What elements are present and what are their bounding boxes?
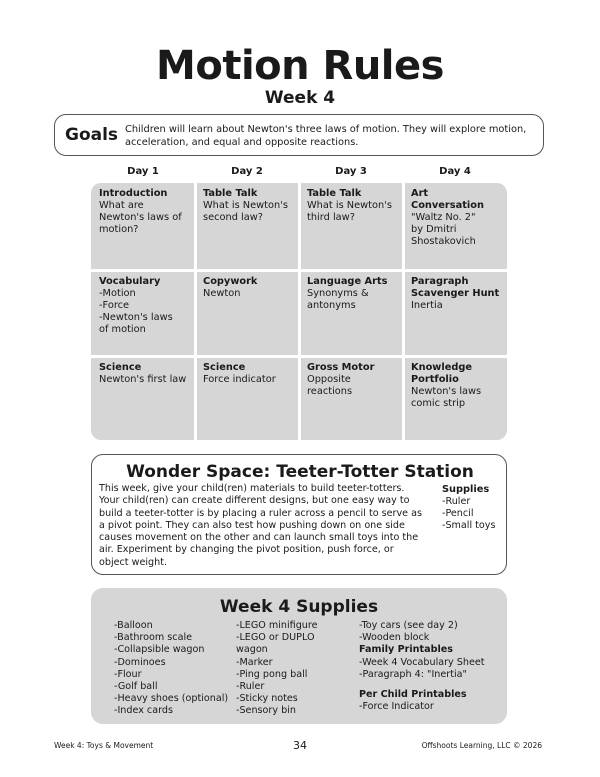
day-header-3: Day 3 — [335, 166, 367, 177]
cell-body: Inertia — [411, 300, 443, 311]
schedule-cell — [195, 183, 299, 269]
list-item: wagon — [236, 644, 268, 656]
list-item: -Pencil — [442, 508, 474, 519]
grid-divider — [91, 269, 507, 272]
schedule-grid — [91, 183, 507, 440]
cell-heading: Copywork — [203, 276, 258, 287]
goals-text: Children will learn about Newton's three laws of motion. They will explore motion, acceleration, and equal and opposite reactions. — [125, 124, 527, 148]
page-number: 34 — [293, 739, 307, 752]
cell-heading: Science — [203, 362, 246, 373]
cell-body: Opposite reactions — [307, 374, 353, 397]
list-item: -LEGO minifigure — [236, 620, 318, 631]
family-printables-heading: Family Printables — [359, 644, 453, 656]
list-item: -Sensory bin — [236, 705, 296, 717]
schedule-cell — [403, 183, 507, 269]
list-item: -Flour — [114, 668, 142, 680]
cell-body: -Motion -Force -Newton's laws of motion — [99, 288, 173, 335]
supplies-column-1 — [114, 620, 228, 718]
list-item: -Balloon — [114, 620, 153, 631]
day-header-1: Day 1 — [127, 166, 159, 177]
schedule-cell — [91, 183, 195, 269]
schedule-cell — [91, 271, 195, 357]
list-item: -Sticky notes — [236, 693, 298, 705]
schedule-cell — [299, 357, 403, 440]
cell-heading: Knowledge Portfolio — [411, 362, 473, 385]
wonder-supplies-heading: Supplies — [442, 484, 490, 495]
week-supplies-title: Week 4 Supplies — [219, 597, 379, 617]
cell-heading: Language Arts — [307, 276, 388, 287]
list-item: -Toy cars (see day 2) — [359, 620, 458, 631]
schedule-cell — [195, 271, 299, 357]
cell-heading: Table Talk — [307, 188, 362, 199]
list-item: -Week 4 Vocabulary Sheet — [359, 656, 485, 668]
page-subtitle: Week 4 — [264, 88, 336, 108]
schedule-cell — [299, 271, 403, 357]
day-header-4: Day 4 — [439, 166, 471, 177]
grid-divider — [91, 355, 507, 358]
cell-heading: Art Conversation — [411, 188, 484, 211]
cell-heading: Paragraph Scavenger Hunt — [411, 276, 500, 299]
cell-heading: Vocabulary — [99, 276, 161, 287]
cell-heading: Introduction — [99, 188, 168, 199]
schedule-cell — [91, 357, 195, 440]
cell-body: Force indicator — [203, 374, 276, 385]
goals-label: Goals — [65, 125, 119, 145]
list-item: -Index cards — [114, 705, 173, 717]
supplies-column-3 — [359, 620, 485, 713]
list-item: -Paragraph 4: "Inertia" — [359, 668, 467, 680]
list-item: -Marker — [236, 656, 273, 668]
wonder-space-text: This week, give your child(ren) materials to build teeter-totters. Your child(ren) can create different designs, but one easy way to build a teeter-totter is by placing a ruler across a pencil to serve as a pivot point. They can also test how pushing down on one side causes movement on the other and can launch small toys into the air. Experiment by changing the pivot position, push force, or object weight. — [99, 483, 422, 568]
schedule-cell — [299, 183, 403, 269]
list-item: -Collapsible wagon — [114, 644, 205, 656]
schedule-cell — [403, 271, 507, 357]
list-item: -Wooden block — [359, 632, 430, 644]
cell-heading: Gross Motor — [307, 362, 375, 373]
cell-body: Newton's first law — [99, 374, 187, 385]
list-item: -Small toys — [442, 520, 496, 531]
cell-heading: Science — [99, 362, 142, 373]
wonder-space-box — [91, 454, 507, 575]
list-item: -Force Indicator — [359, 701, 434, 713]
list-item: -LEGO or DUPLO — [236, 632, 315, 644]
grid-divider — [194, 183, 197, 440]
list-item: -Ping pong ball — [236, 668, 308, 680]
list-item: -Dominoes — [114, 656, 166, 668]
cell-body: What is Newton's second law? — [203, 200, 289, 223]
supplies-column-2 — [236, 620, 318, 718]
cell-heading: Table Talk — [203, 188, 258, 199]
list-item: -Heavy shoes (optional) — [114, 693, 229, 705]
grid-divider — [402, 183, 405, 440]
schedule-cell — [403, 357, 507, 440]
goals-box — [54, 114, 544, 156]
cell-body: Newton's laws comic strip — [411, 386, 482, 409]
wonder-supplies-list — [442, 496, 495, 532]
schedule-cell — [195, 357, 299, 440]
cell-body: "Waltz No. 2" by Dmitri Shostakovich — [411, 212, 476, 247]
per-child-printables-heading: Per Child Printables — [359, 689, 467, 701]
week-supplies-box — [91, 588, 507, 724]
list-item: -Ruler — [442, 496, 471, 507]
list-item: -Golf ball — [114, 681, 158, 693]
list-item: -Ruler — [236, 681, 265, 693]
cell-body: Newton — [203, 288, 241, 299]
cell-body: Synonyms & antonyms — [307, 288, 369, 311]
footer-right: Offshoots Learning, LLC © 2026 — [421, 741, 542, 750]
wonder-space-title: Wonder Space: Teeter-Totter Station — [126, 462, 474, 482]
page-title: Motion Rules — [156, 43, 444, 89]
cell-body: What are Newton's laws of motion? — [99, 200, 182, 235]
footer-left: Week 4: Toys & Movement — [54, 741, 154, 750]
list-item: -Bathroom scale — [114, 632, 193, 644]
spacer — [359, 681, 485, 689]
day-header-2: Day 2 — [231, 166, 263, 177]
cell-body: What is Newton's third law? — [307, 200, 393, 223]
grid-divider — [298, 183, 301, 440]
